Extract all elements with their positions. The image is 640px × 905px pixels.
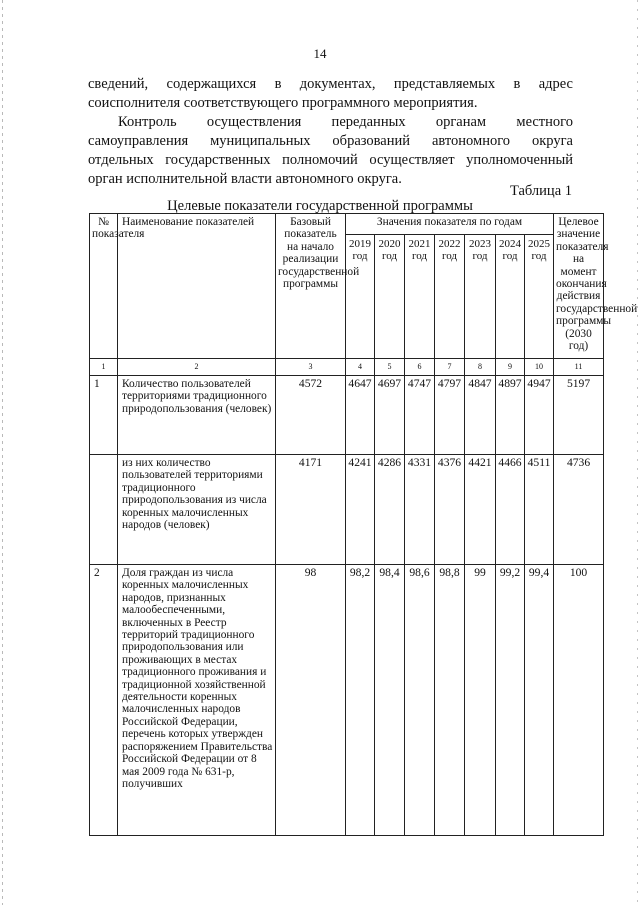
row-2-2019: 98,2	[346, 565, 375, 836]
paragraph-2	[88, 113, 573, 189]
table-row	[90, 565, 604, 836]
row-2-2023: 99	[465, 565, 496, 836]
column-number-row	[90, 359, 604, 376]
column-number: 11	[554, 359, 604, 376]
column-number: 5	[375, 359, 405, 376]
row-2-target: 100	[554, 565, 604, 836]
row-1-2019: 4647	[346, 376, 375, 455]
target-indicators-table	[89, 213, 638, 836]
paragraph-2-line-1: Контроль осуществления переданных органам местного	[118, 114, 573, 130]
header-year-2023: 2023 год	[465, 235, 496, 359]
row-1a-2020: 4286	[375, 455, 405, 565]
row-1a-2025: 4511	[525, 455, 554, 565]
row-1-2024: 4897	[496, 376, 525, 455]
row-1-2022: 4797	[435, 376, 465, 455]
row-1-num: 1	[90, 376, 118, 455]
header-year-2022: 2022 год	[435, 235, 465, 359]
header-target: Целевое значение показателя на момент окончания действия государственной программы (2030 год)	[554, 214, 604, 359]
row-2-2022: 98,8	[435, 565, 465, 836]
paragraph-1-line-1: сведений, содержащихся в документах, представляемых в адрес	[88, 76, 573, 92]
row-2-2021: 98,6	[405, 565, 435, 836]
table-row	[90, 455, 604, 565]
scan-edge-right	[637, 0, 638, 905]
header-year-2021: 2021 год	[405, 235, 435, 359]
paragraph-1	[88, 75, 573, 113]
paragraph-2-line-4: орган исполнительной власти автономного округа.	[88, 171, 402, 187]
header-values-by-year: Значения показателя по годам	[346, 214, 554, 235]
table-title: Целевые показатели государственной программы	[167, 198, 473, 214]
header-year-2019: 2019 год	[346, 235, 375, 359]
row-1-2021: 4747	[405, 376, 435, 455]
header-row-1	[90, 214, 604, 235]
row-1-2025: 4947	[525, 376, 554, 455]
row-1a-2019: 4241	[346, 455, 375, 565]
row-1a-2021: 4331	[405, 455, 435, 565]
row-1a-2023: 4421	[465, 455, 496, 565]
header-year-2020: 2020 год	[375, 235, 405, 359]
row-2-2020: 98,4	[375, 565, 405, 836]
column-number: 1	[90, 359, 118, 376]
paragraph-2-line-2: самоуправления муниципальных образований автономного округа	[88, 133, 573, 149]
column-number: 6	[405, 359, 435, 376]
header-num: № показателя	[90, 214, 118, 359]
row-1a-2022: 4376	[435, 455, 465, 565]
column-number: 9	[496, 359, 525, 376]
header-year-2025: 2025 год	[525, 235, 554, 359]
header-year-2024: 2024 год	[496, 235, 525, 359]
row-2-2024: 99,2	[496, 565, 525, 836]
row-1-name: Количество пользователей территориями традиционного природопользования (человек)	[118, 376, 276, 455]
paragraph-1-line-2: соисполнителя соответствующего программного мероприятия.	[88, 95, 478, 111]
column-number: 2	[118, 359, 276, 376]
row-2-base: 98	[276, 565, 346, 836]
column-number: 4	[346, 359, 375, 376]
row-1a-name: из них количество пользователей территориями традиционного природопользования из числа коренных малочисленных народов (человек)	[118, 455, 276, 565]
header-base: Базовый показатель на начало реализации государственной программы	[276, 214, 346, 359]
table-row	[90, 376, 604, 455]
row-1-base: 4572	[276, 376, 346, 455]
row-1-target: 5197	[554, 376, 604, 455]
row-2-num: 2	[90, 565, 118, 836]
page-number: 14	[313, 46, 327, 61]
column-number: 10	[525, 359, 554, 376]
header-name: Наименование показателей	[118, 214, 276, 359]
row-1a-target: 4736	[554, 455, 604, 565]
row-2-2025: 99,4	[525, 565, 554, 836]
row-1-2020: 4697	[375, 376, 405, 455]
row-1-2023: 4847	[465, 376, 496, 455]
row-2-name: Доля граждан из числа коренных малочисленных народов, признанных малообеспеченными, включенных в Реестр территорий традиционного природопользования или проживающих в местах традиционного проживания и традиционной хозяйственной деятельности коренных малочисленных народов Российской Федерации, перечень которых утвержден распоряжением Правительства Российской Федерации от 8 мая 2009 года № 631-р, получивших	[118, 565, 276, 836]
column-number: 8	[465, 359, 496, 376]
column-number: 3	[276, 359, 346, 376]
row-1a-num	[90, 455, 118, 565]
row-1a-2024: 4466	[496, 455, 525, 565]
table-label: Таблица 1	[509, 183, 572, 199]
scan-edge-left	[2, 0, 3, 905]
column-number: 7	[435, 359, 465, 376]
row-1a-base: 4171	[276, 455, 346, 565]
paragraph-2-line-3: отдельных государственных полномочий осуществляет уполномоченный	[88, 152, 573, 168]
